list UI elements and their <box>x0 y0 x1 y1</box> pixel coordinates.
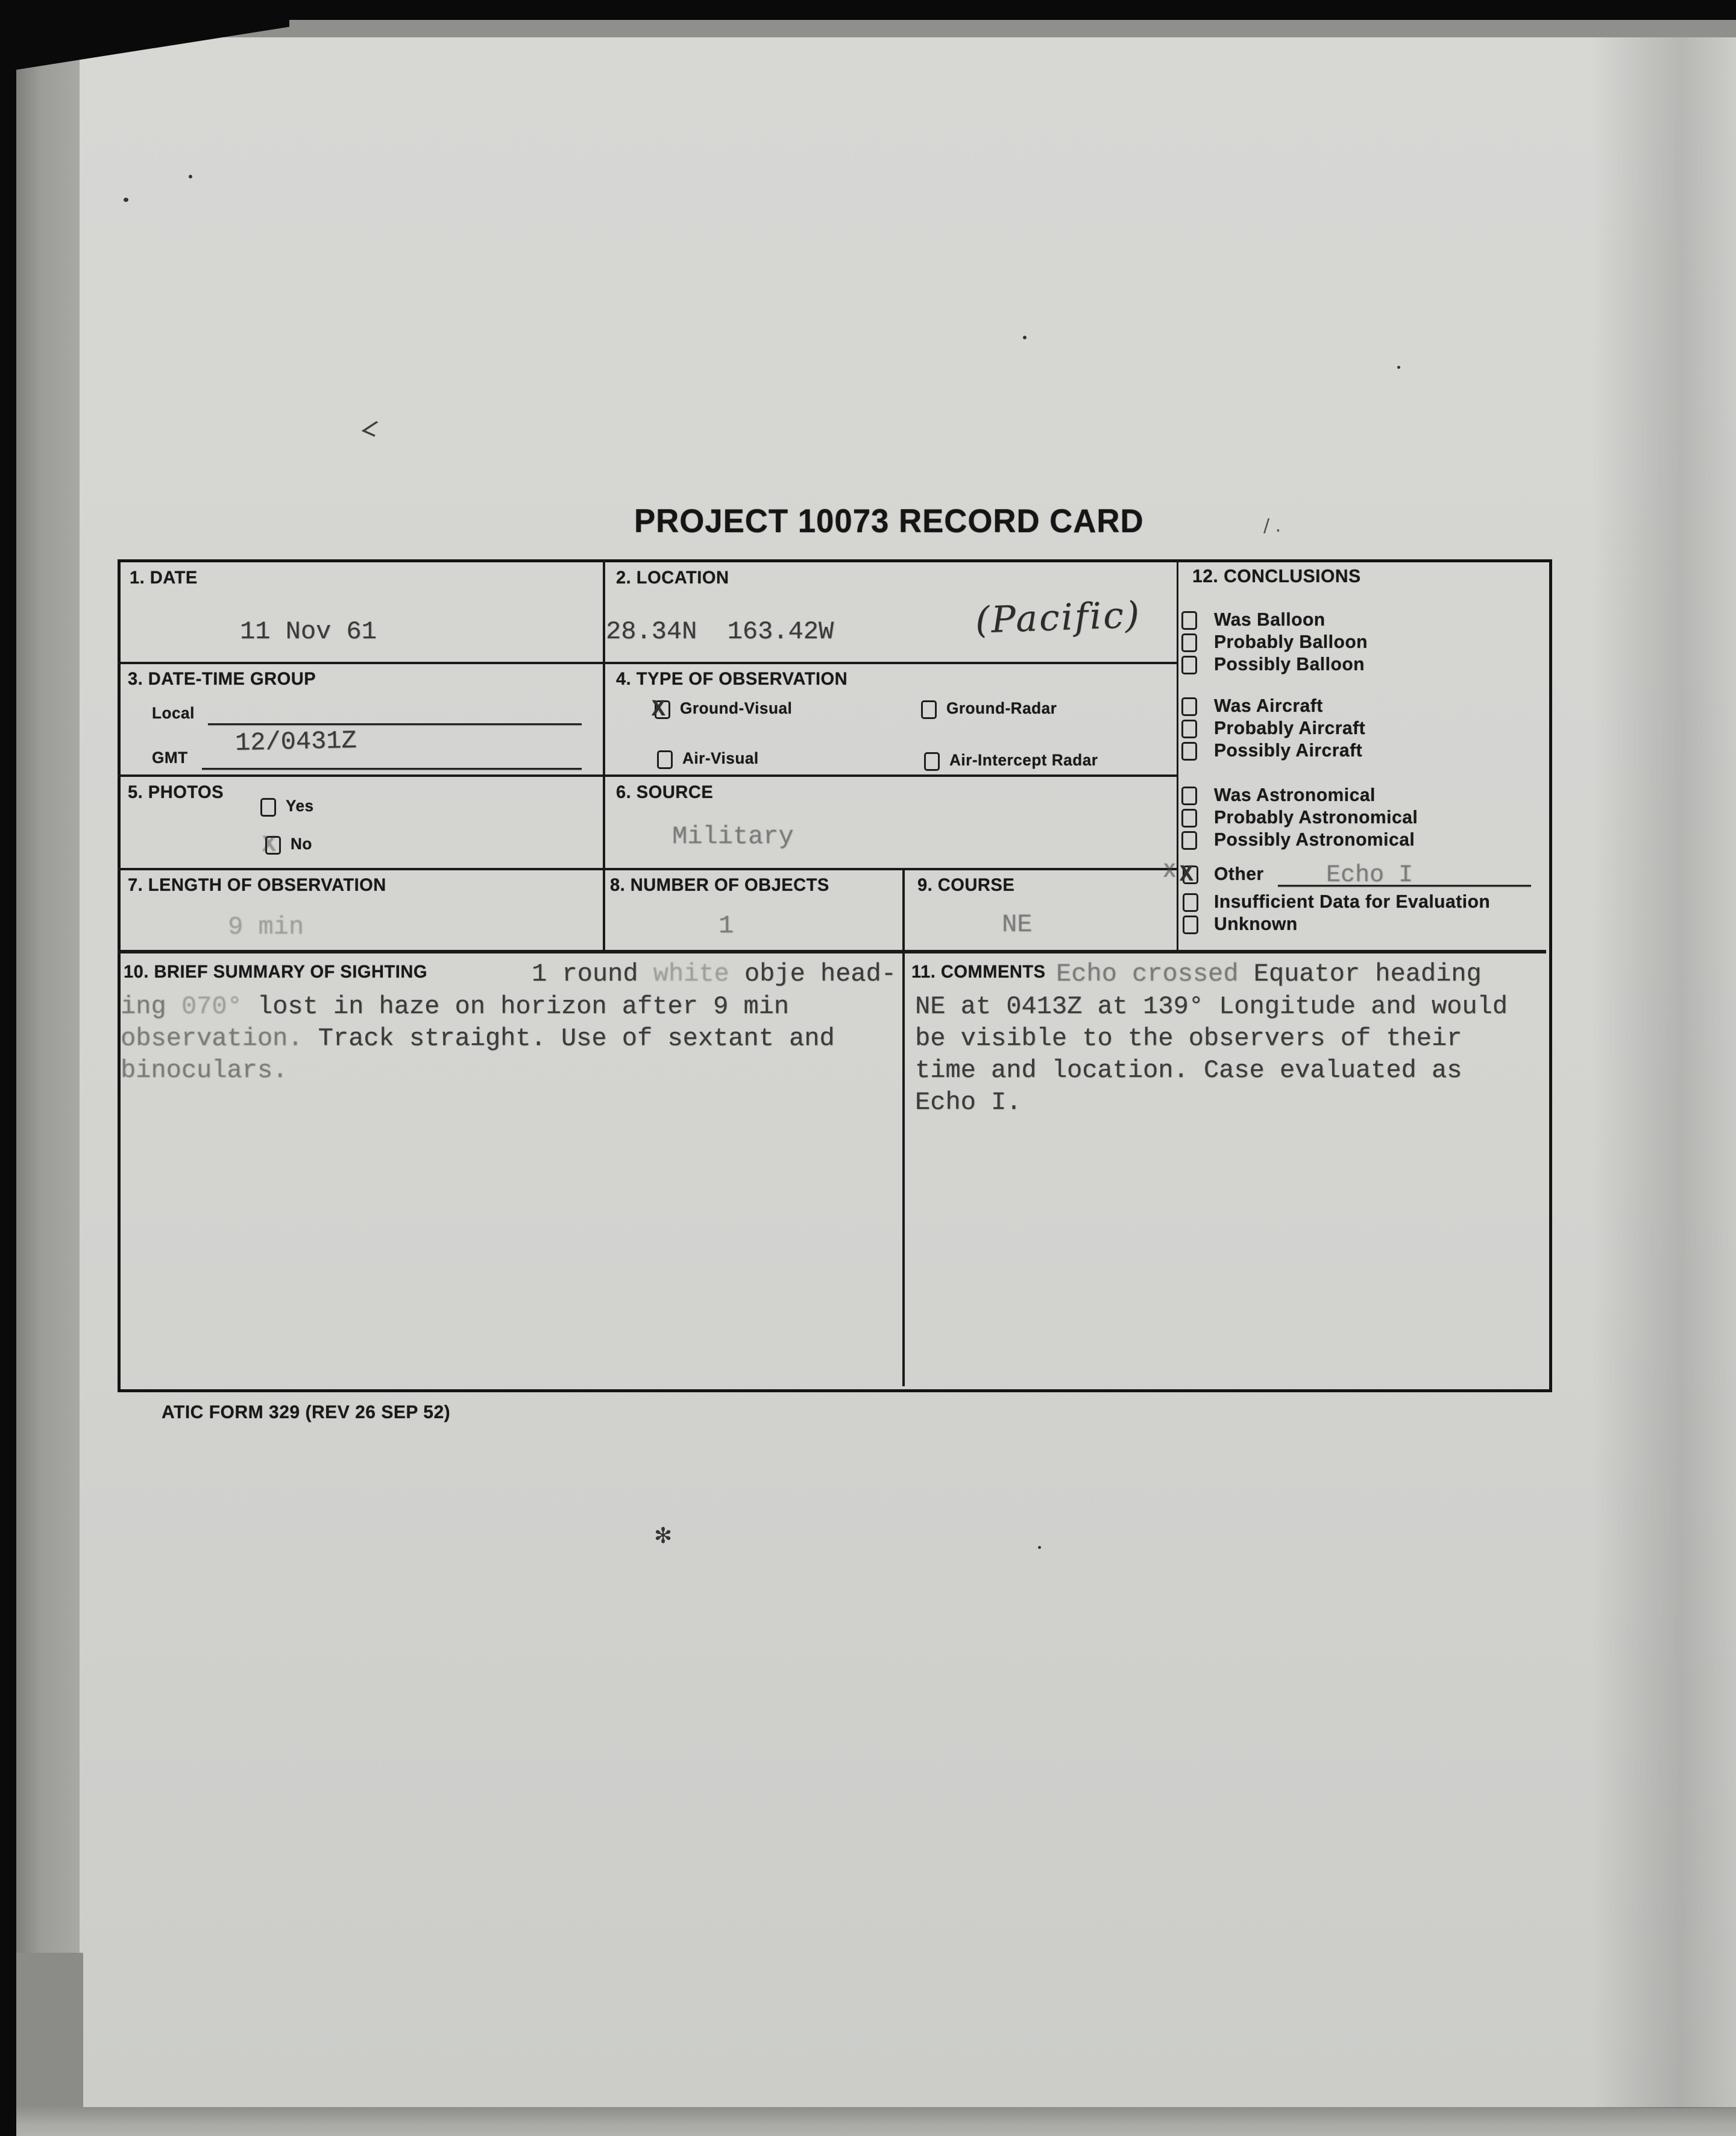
summary-text-faint: ing <box>121 992 181 1021</box>
checkbox-ground-radar-label: Ground-Radar <box>946 699 1057 717</box>
checkbox-photos-yes <box>260 798 276 817</box>
field-length-label: 7. LENGTH OF OBSERVATION <box>128 875 386 895</box>
ink-mark: ✻ <box>654 1524 673 1548</box>
ink-speck <box>1397 366 1400 369</box>
x-mark: X <box>262 832 276 858</box>
field-date-value: 11 Nov 61 <box>240 617 377 646</box>
field-date-label: 1. DATE <box>130 568 198 588</box>
comments-line-3: be visible to the observers of their <box>915 1024 1462 1053</box>
form-number-footer: ATIC FORM 329 (REV 26 SEP 52) <box>162 1401 451 1422</box>
summary-text-faint: observation. <box>121 1024 303 1053</box>
checkbox-ground-visual <box>652 697 670 723</box>
summary-line-4: binoculars. <box>121 1056 288 1085</box>
field-source-value: Military <box>672 822 794 851</box>
local-underline <box>208 723 582 725</box>
field-obstype-label: 4. TYPE OF OBSERVATION <box>616 669 848 689</box>
checkbox-was-balloon <box>1181 611 1197 630</box>
grid-line <box>1177 559 1178 950</box>
checkbox-air-intercept-radar-label: Air-Intercept Radar <box>949 751 1098 769</box>
field-course-value: NE <box>1002 910 1033 939</box>
field-comments-label: 11. COMMENTS <box>911 962 1046 982</box>
checkbox-possibly-balloon <box>1181 656 1197 674</box>
checkbox-ground-visual-label: Ground-Visual <box>680 699 793 717</box>
conclusion-label: Was Aircraft <box>1214 695 1323 716</box>
checkbox-photos-yes-label: Yes <box>286 797 314 815</box>
x-mark: X <box>1180 862 1194 888</box>
scan-backing-left <box>16 18 80 2136</box>
field-source-label: 6. SOURCE <box>616 782 714 802</box>
paper-edge-shadow <box>1591 37 1736 2108</box>
checkbox-insufficient-data <box>1183 893 1198 912</box>
summary-line-3 <box>121 1023 835 1055</box>
ink-mark: / . <box>1263 515 1282 536</box>
checkbox-other <box>1180 862 1198 888</box>
conclusion-other-value: Echo I <box>1326 862 1414 889</box>
grid-line <box>118 774 1177 777</box>
field-photos-label: 5. PHOTOS <box>128 782 224 802</box>
comments-line-2: NE at 0413Z at 139° Longitude and would <box>915 992 1508 1021</box>
conclusion-label: Was Balloon <box>1214 609 1326 630</box>
conclusion-label: Possibly Balloon <box>1214 653 1365 674</box>
grid-line <box>118 868 1177 870</box>
field-conclusions-label: 12. CONCLUSIONS <box>1192 565 1361 586</box>
checkbox-was-aircraft <box>1181 697 1197 716</box>
field-location-label: 2. LOCATION <box>616 568 729 588</box>
comments-text: Equator heading <box>1253 960 1482 988</box>
gmt-underline <box>202 768 582 770</box>
checkbox-air-visual <box>657 750 673 769</box>
grid-line <box>118 950 1546 953</box>
grid-line <box>902 868 905 1386</box>
checkbox-was-astronomical <box>1181 787 1197 805</box>
checkbox-probably-balloon <box>1181 633 1197 652</box>
checkbox-probably-aircraft <box>1181 720 1197 738</box>
x-mark: X <box>652 697 665 723</box>
summary-text: Track straight. Use of sextant and <box>303 1024 835 1053</box>
field-dtg-label: 3. DATE-TIME GROUP <box>128 669 316 689</box>
summary-text: 1 round <box>532 960 653 988</box>
conclusion-label: Insufficient Data for Evaluation <box>1214 891 1491 912</box>
comments-line-4: time and location. Case evaluated as <box>915 1056 1462 1085</box>
grid-line <box>118 662 1177 664</box>
ink-speck <box>124 198 128 202</box>
checkbox-probably-astronomical <box>1181 809 1197 828</box>
comments-text-faint: Echo crossed <box>1056 960 1254 988</box>
field-course-label: 9. COURSE <box>917 875 1015 895</box>
checkbox-air-visual-label: Air-Visual <box>682 749 759 767</box>
stray-x-mark: X <box>1163 861 1176 884</box>
conclusion-label: Unknown <box>1214 913 1298 934</box>
summary-text-faint: white <box>653 960 729 988</box>
summary-text-faint: 070° <box>181 992 242 1021</box>
comments-line-1 <box>1056 958 1482 990</box>
field-objects-label: 8. NUMBER OF OBJECTS <box>610 875 829 895</box>
pencil-mark: ∠ <box>357 413 385 443</box>
ink-speck <box>1023 336 1027 339</box>
field-location-handwritten: (Pacific) <box>974 594 1142 642</box>
grid-line <box>603 559 605 950</box>
checkbox-possibly-astronomical <box>1181 831 1197 850</box>
checkbox-ground-radar <box>921 700 937 719</box>
conclusion-label: Was Astronomical <box>1214 784 1376 805</box>
conclusion-label: Probably Balloon <box>1214 631 1368 652</box>
checkbox-photos-no-label: No <box>291 835 312 853</box>
field-dtg-local-label: Local <box>152 704 195 722</box>
field-objects-value: 1 <box>719 911 734 940</box>
summary-text: lost in haze on horizon after 9 min <box>242 992 790 1021</box>
field-dtg-gmt-value: 12/0431Z <box>234 726 357 758</box>
scan-backing-bottom <box>16 2107 1736 2136</box>
ink-speck <box>189 175 192 178</box>
scan-edge-left <box>0 0 16 2136</box>
summary-line-2 <box>121 991 789 1023</box>
checkbox-air-intercept-radar <box>924 752 940 771</box>
checkbox-unknown <box>1183 916 1198 934</box>
field-location-value: 28.34N 163.42W <box>606 617 834 646</box>
field-dtg-gmt-label: GMT <box>152 749 188 767</box>
conclusion-label: Probably Aircraft <box>1214 717 1366 738</box>
summary-line-1 <box>532 958 896 990</box>
comments-line-5: Echo I. <box>915 1088 1022 1117</box>
field-summary-label: 10. BRIEF SUMMARY OF SIGHTING <box>124 962 427 982</box>
checkbox-photos-no <box>262 832 281 858</box>
field-length-value: 9 min <box>228 913 304 941</box>
conclusion-label: Possibly Astronomical <box>1214 829 1415 850</box>
page-title: PROJECT 10073 RECORD CARD <box>634 502 1144 539</box>
conclusion-label: Possibly Aircraft <box>1214 740 1363 761</box>
ink-speck <box>1038 1546 1041 1549</box>
conclusion-label: Probably Astronomical <box>1214 806 1418 828</box>
checkbox-possibly-aircraft <box>1181 742 1197 761</box>
conclusion-label: Other <box>1214 863 1264 884</box>
summary-text: obje head- <box>729 960 896 988</box>
